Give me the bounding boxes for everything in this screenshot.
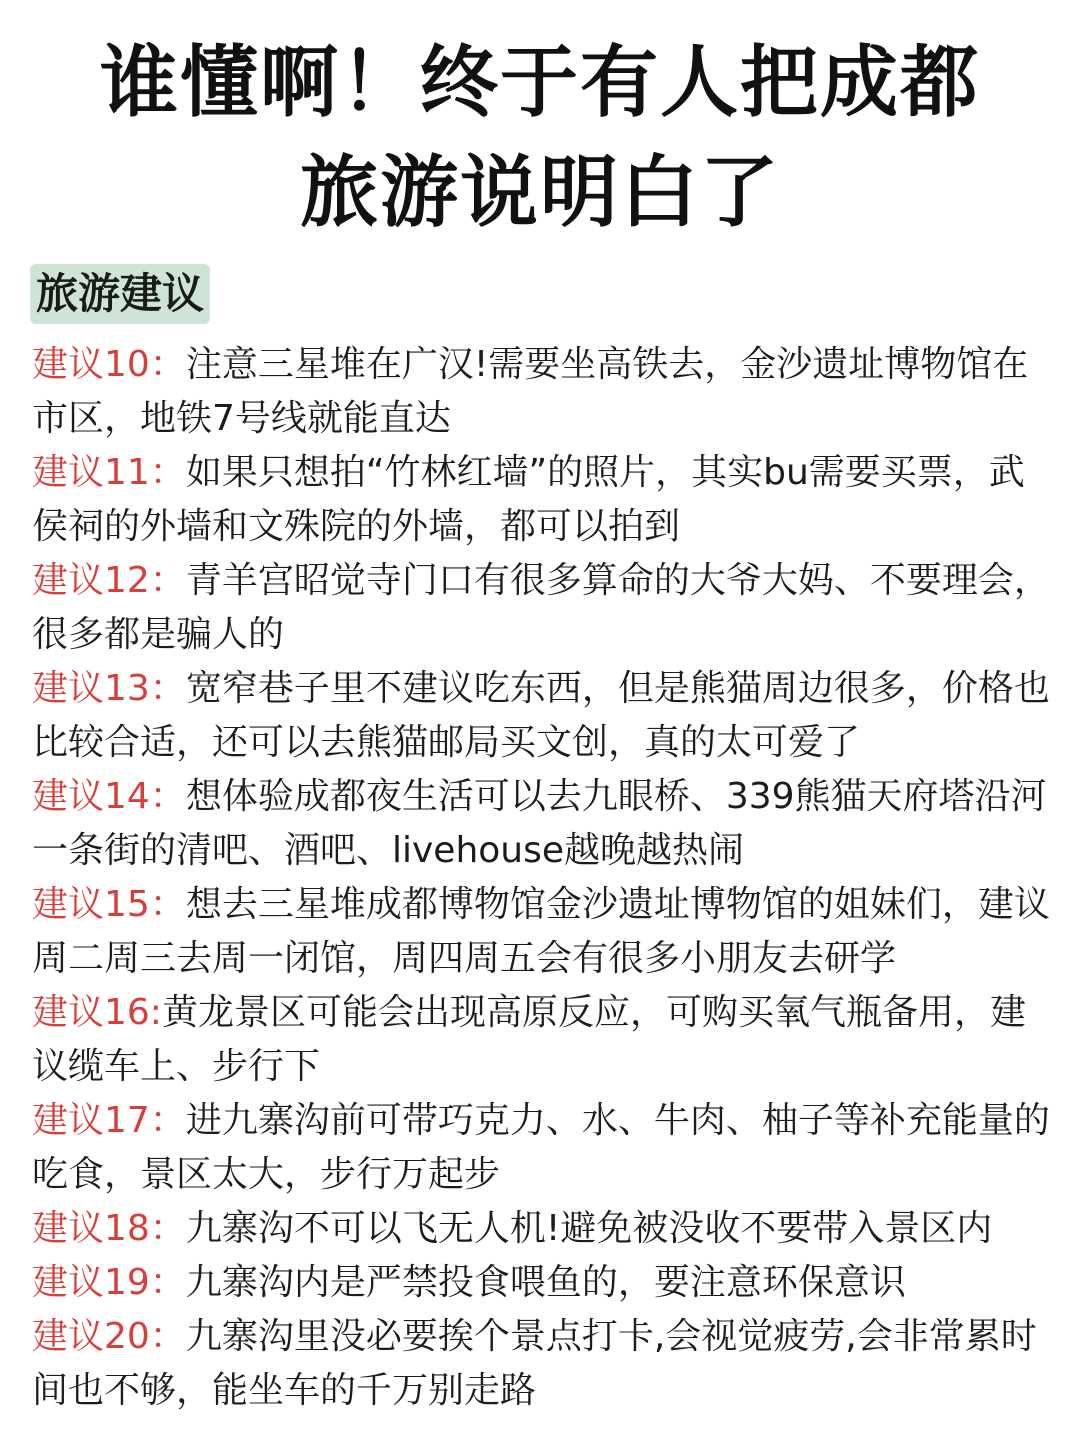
tip-text: 进九寨沟前可带巧克力、水、牛肉、柚子等补充能量的吃食，景区太大，步行万起步 xyxy=(32,1100,1050,1195)
tip-label: 建议15： xyxy=(32,884,186,925)
tip-item xyxy=(32,554,1056,662)
title-line-1: 谁懂啊！终于有人把成都 xyxy=(99,38,980,128)
tip-text: 如果只想拍“竹林红墙”的照片，其实bu需要买票，武侯祠的外墙和文殊院的外墙，都可以拍到 xyxy=(32,452,1025,547)
tip-item xyxy=(32,1094,1056,1202)
tip-text: 九寨沟不可以飞无人机!避免被没收不要带入景区内 xyxy=(185,1208,993,1249)
tip-text: 青羊宫昭觉寺门口有很多算命的大爷大妈、不要理会，很多都是骗人的 xyxy=(32,560,1050,655)
tip-label: 建议14： xyxy=(32,776,186,817)
tip-text: 宽窄巷子里不建议吃东西，但是熊猫周边很多，价格也比较合适，还可以去熊猫邮局买文创，真的太可爱了 xyxy=(32,668,1050,763)
title-line-2: 旅游说明白了 xyxy=(299,148,780,238)
tip-label: 建议19： xyxy=(32,1262,186,1303)
tip-item xyxy=(32,1202,1056,1256)
tip-label: 建议12： xyxy=(32,560,186,601)
tip-label: 建议11： xyxy=(32,452,186,493)
tip-item xyxy=(32,338,1056,446)
tip-label: 建议17： xyxy=(32,1100,186,1141)
page-title xyxy=(0,28,1080,248)
tip-label: 建议10： xyxy=(32,344,186,385)
tip-item xyxy=(32,878,1056,986)
tip-label: 建议18： xyxy=(32,1208,186,1249)
tip-text: 想体验成都夜生活可以去九眼桥、339熊猫天府塔沿河一条街的清吧、酒吧、livehouse越晚越热闹 xyxy=(32,776,1047,871)
tip-text: 九寨沟内是严禁投食喂鱼的，要注意环保意识 xyxy=(185,1262,906,1303)
tip-item xyxy=(32,986,1056,1094)
tip-label: 建议16: xyxy=(32,992,162,1033)
section-heading: 旅游建议 xyxy=(30,264,210,324)
tip-text: 黄龙景区可能会出现高原反应，可购买氧气瓶备用，建议缆车上、步行下 xyxy=(32,992,1026,1087)
tip-text: 九寨沟里没必要挨个景点打卡,会视觉疲劳,会非常累时间也不够，能坐车的千万别走路 xyxy=(32,1316,1037,1411)
tip-item xyxy=(32,770,1056,878)
tip-item xyxy=(32,1310,1056,1418)
tips-list xyxy=(32,338,1056,1418)
tip-label: 建议20： xyxy=(32,1316,186,1357)
tip-item xyxy=(32,446,1056,554)
tip-label: 建议13： xyxy=(32,668,186,709)
tip-item xyxy=(32,1256,1056,1310)
tip-item xyxy=(32,662,1056,770)
tip-text: 注意三星堆在广汉!需要坐高铁去，金沙遗址博物馆在市区，地铁7号线就能直达 xyxy=(32,344,1029,439)
tip-text: 想去三星堆成都博物馆金沙遗址博物馆的姐妹们，建议周二周三去周一闭馆，周四周五会有很多小朋友去研学 xyxy=(32,884,1050,979)
